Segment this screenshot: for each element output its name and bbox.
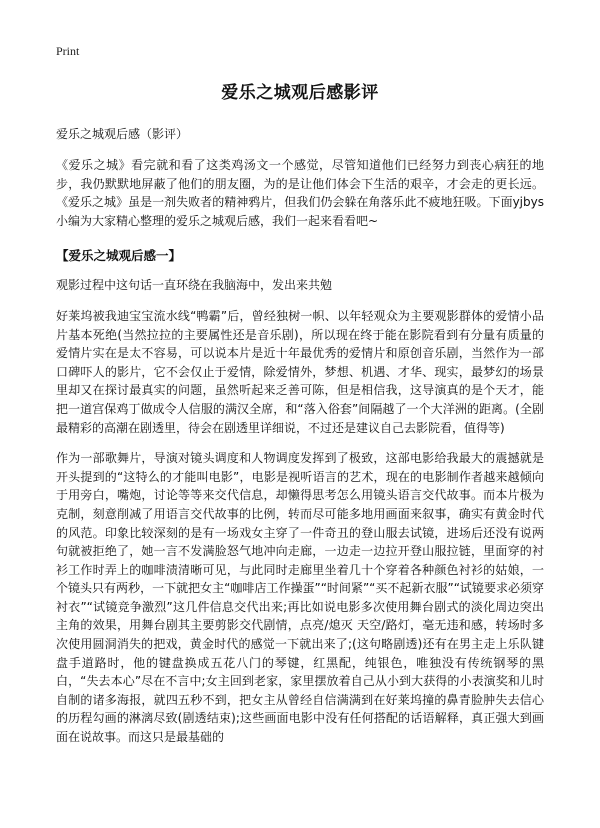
section-heading: 【爱乐之城观后感一】: [56, 248, 182, 264]
page-title: 爱乐之城观后感影评: [221, 83, 379, 103]
article-subtitle: 爱乐之城观后感（影评）: [56, 127, 189, 141]
print-link[interactable]: Print: [56, 44, 80, 58]
section-lead: 观影过程中这句话一直环绕在我脑海中，发出来共勉: [56, 278, 333, 293]
intro-paragraph: 《爱乐之城》看完就和看了这类鸡汤文一个感觉，尽管知道他们已经努力到丧心病狂的地步，我仍默默地屏蔽了他们的朋友圈，为的是让他们体会下生活的艰辛，才会走的更长远。《爱乐之城》虽是一剂失败者的精神鸦片，但我们仍会躲在角落乐此不疲地狂吸。下面yjbys小编为大家精心整理的爱乐之城观后感，我们一起来看看吧~: [56, 158, 544, 228]
body-paragraph-1: 好莱坞被我迪宝宝流水线“鸭霸”后，曾经独树一帜、以年轻观众为主要观影群体的爱情小品片基本死绝(当然拉拉的主要属性还是音乐剧)，所以现在终于能在影院看到有分量有质量的爱情片实在是太不容易，可以说本片是近十年最优秀的爱情片和原创音乐剧，当然作为一部口碑吓人的影片，它不会仅止于爱情，除爱情外，梦想、机遇、才华、现实，最梦幻的场景里却又在探讨最真实的问题，虽然听起来乏善可陈，但是相信我，这导演真的是个天才，能把一道宫保鸡丁做成令人信服的满汉全席，和“落入俗套”间隔越了一个大洋洲的距离。(全剧最精彩的高潮在剧透里，待会在剧透里详细说，不过还是建议自己去影院看，值得等): [56, 308, 544, 435]
article: [56, 78, 544, 759]
body-paragraph-2: 作为一部歌舞片，导演对镜头调度和人物调度发挥到了极致，这部电影给我最大的震撼就是开头提到的“这特么的才能叫电影”，电影是视听语言的艺术，现在的电影制作者越来越倾向于用旁白，嘴炮，讨论等等来交代信息，却懒得思考怎么用镜头语言交代故事。而本片极为克制，刻意削减了用语言交代故事的比例，转而尽可能多地用画面来叙事，确实有黄金时代的风范。印象比较深刻的是有一场戏女主穿了一件奇丑的登山服去试镜，进场后还没有说两句就被拒绝了，她一言不发满脸怒气地冲向走廊，一边走一边拉开登山服拉链，里面穿的衬衫工作时弄上的咖啡渍清晰可见，与此同时走廊里坐着几十个穿着各种颜色衬衫的姑娘，一个镜头只有两秒，一下就把女主“咖啡店工作操蛋”“时间紧”“买不起新衣服”“试镜要求必须穿衬衣”“试镜竞争激烈”这几件信息交代出来;再比如说电影多次使用舞台剧式的淡化周边突出主角的效果，用舞台剧其主要剪影交代剧情，点亮/熄灭 天空/路灯，毫无违和感，转场时多次使用圆洞消失的把戏，黄金时代的感觉一下就出来了;(这句略剧透)还有在男主走上乐队键盘手道路时，他的键盘换成五花八门的琴键，红黑配，纯银色，唯独没有传统钢琴的黑白，“失去本心”尽在不言中;女主回到老家，家里摆放着自己从小到大获得的小表演奖和儿时自制的诸多海报，就四五秒不到，把女主从曾经自信满满到在好莱坞撞的鼻青脸肿失去信心的历程勾画的淋漓尽致(剧透结束);这些画面电影中没有任何搭配的话语解释，真正强大到画面在说故事。而这只是最基础的: [56, 451, 544, 745]
